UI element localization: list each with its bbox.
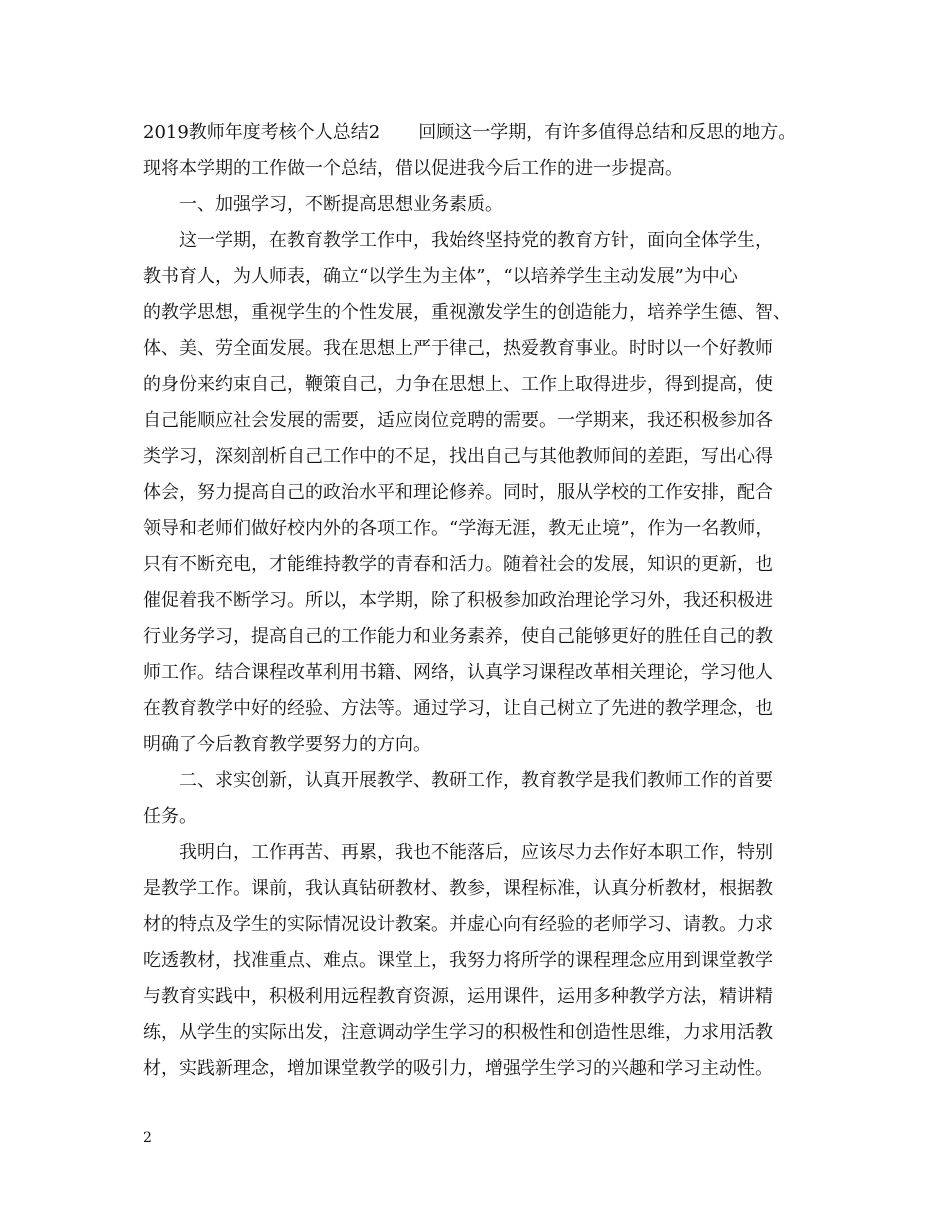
text-line: 类学习，深刻剖析自己工作中的不足，找出自己与其他教师间的差距，写出心得 [143, 446, 773, 467]
text-line: 材，实践新理念，增加课堂教学的吸引力，增强学生学习的兴趣和学习主动性。 [143, 1058, 773, 1079]
page-number: 2 [143, 1130, 152, 1146]
text-line: 催促着我不断学习。所以，本学期，除了积极参加政治理论学习外，我还积极进 [143, 590, 773, 611]
section-heading: 一、加强学习，不断提高思想业务素质。 [179, 194, 503, 215]
text-line: 师工作。结合课程改革利用书籍、网络，认真学习课程改革相关理论，学习他人 [143, 662, 773, 683]
text-line: 行业务学习，提高自己的工作能力和业务素养，使自己能够更好的胜任自己的教 [143, 626, 773, 647]
text-line: 材的特点及学生的实际情况设计教案。并虚心向有经验的老师学习、请教。力求 [143, 914, 773, 935]
document-body [143, 115, 808, 1087]
text-line: 体会，努力提高自己的政治水平和理论修养。同时，服从学校的工作安排，配合 [143, 482, 773, 503]
text-line: 这一学期，在教育教学工作中，我始终坚持党的教育方针，面向全体学生， [179, 230, 773, 251]
text-line: 与教育实践中，积极利用远程教育资源，运用课件，运用多种教学方法，精讲精 [143, 986, 773, 1007]
title-line [143, 115, 808, 151]
text-line: 练，从学生的实际出发，注意调动学生学习的积极性和创造性思维，力求用活教 [143, 1022, 773, 1043]
text-line: 教书育人，为人师表，确立“以学生为主体”，“以培养学生主动发展”为中心 [143, 266, 738, 287]
text-line: 吃透教材，找准重点、难点。课堂上，我努力将所学的课程理念应用到课堂教学 [143, 950, 773, 971]
text-line: 我明白，工作再苦、再累，我也不能落后，应该尽力去作好本职工作，特别 [179, 842, 773, 863]
text-line: 回顾这一学期，有许多值得总结和反思的地方。 [418, 122, 797, 143]
text-line: 只有不断充电，才能维持教学的青春和活力。随着社会的发展，知识的更新，也 [143, 554, 773, 575]
text-line: 现将本学期的工作做一个总结，借以促进我今后工作的进一步提高。 [143, 158, 683, 179]
text-line: 明确了今后教育教学要努力的方向。 [143, 734, 431, 755]
text-line: 的身份来约束自己，鞭策自己，力争在思想上、工作上取得进步，得到提高，使 [143, 374, 773, 395]
text-line: 自己能顺应社会发展的需要，适应岗位竞聘的需要。一学期来，我还积极参加各 [143, 410, 773, 431]
section-heading: 二、求实创新，认真开展教学、教研工作，教育教学是我们教师工作的首要 [179, 770, 773, 791]
text-line: 领导和老师们做好校内外的各项工作。“学海无涯，教无止境”，作为一名教师， [143, 518, 774, 539]
text-line: 任务。 [143, 806, 197, 827]
text-line: 在教育教学中好的经验、方法等。通过学习，让自己树立了先进的教学理念，也 [143, 698, 773, 719]
text-line: 体、美、劳全面发展。我在思想上严于律己，热爱教育事业。时时以一个好教师 [143, 338, 773, 359]
document-title: 2019教师年度考核个人总结2 [143, 122, 381, 143]
text-line: 是教学工作。课前，我认真钻研教材、教参，课程标准，认真分析教材，根据教 [143, 878, 773, 899]
text-line: 的教学思想，重视学生的个性发展，重视激发学生的创造能力，培养学生德、智、 [143, 302, 791, 323]
